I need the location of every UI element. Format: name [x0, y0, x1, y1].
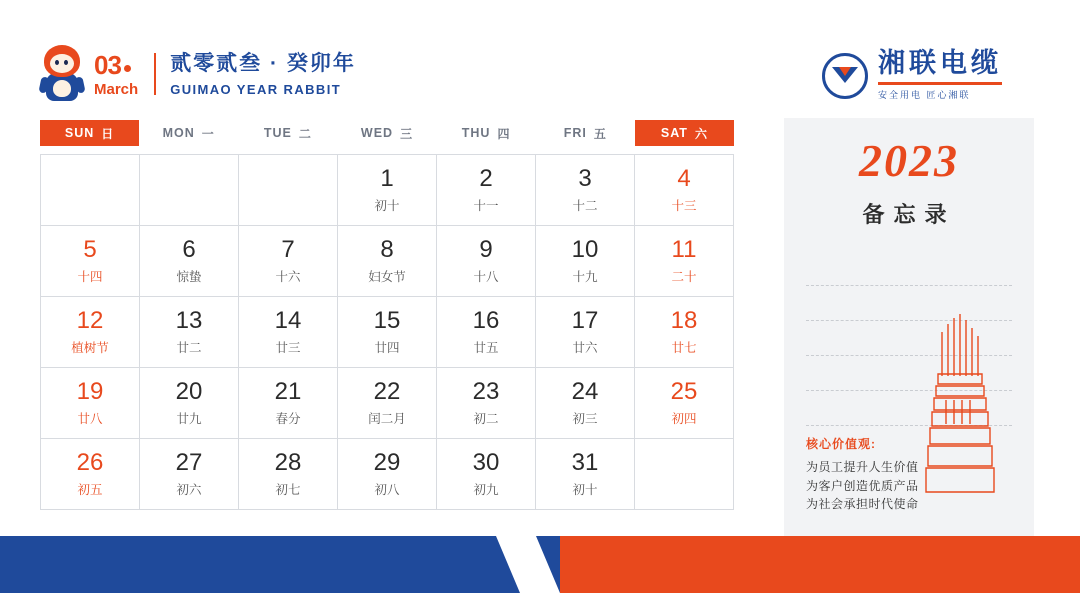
day-number: 16 — [472, 306, 500, 334]
lunar-label: 廿二 — [176, 341, 202, 356]
lunar-label: 初七 — [275, 483, 301, 498]
day-number: 27 — [175, 448, 203, 476]
day-number: 26 — [76, 448, 104, 476]
day-number: 30 — [472, 448, 500, 476]
calendar-day-cell[interactable] — [41, 297, 140, 368]
calendar-cell-empty — [140, 155, 239, 226]
weekday-label-en: SUN — [64, 126, 95, 140]
day-number: 11 — [671, 235, 697, 263]
calendar-day-cell[interactable] — [140, 368, 239, 439]
brand-slogan: 安全用电 匠心湘联 — [878, 90, 971, 100]
day-number: 2 — [479, 164, 493, 192]
day-number: 31 — [571, 448, 599, 476]
day-number: 28 — [274, 448, 302, 476]
calendar-day-cell[interactable] — [239, 226, 338, 297]
calendar-day-cell[interactable] — [239, 368, 338, 439]
calendar-day-cell[interactable] — [140, 226, 239, 297]
lunar-label: 初二 — [473, 412, 499, 427]
lunar-label: 十三 — [671, 199, 697, 214]
calendar-cell-empty — [239, 155, 338, 226]
weekday-label-en: MON — [162, 126, 195, 140]
weekday-label-cn: 四 — [497, 126, 511, 141]
weekday-tue — [238, 120, 337, 146]
core-value-line: 为员工提升人生价值 — [806, 460, 919, 475]
rabbit-mascot-icon — [40, 45, 84, 103]
calendar-day-cell[interactable] — [338, 155, 437, 226]
weekday-label-cn: 五 — [593, 126, 607, 141]
month-dot-icon — [124, 65, 131, 72]
lunar-label: 初五 — [77, 483, 103, 498]
calendar-header — [40, 42, 356, 106]
day-number: 8 — [380, 235, 394, 263]
calendar-day-cell[interactable] — [536, 155, 635, 226]
calendar-day-cell[interactable] — [239, 439, 338, 510]
weekday-label-cn: 六 — [694, 126, 708, 141]
calendar-day-cell[interactable] — [635, 368, 734, 439]
calendar-day-cell[interactable] — [635, 226, 734, 297]
weekday-fri — [536, 120, 635, 146]
lunar-label: 十六 — [275, 270, 301, 285]
calendar-day-cell[interactable] — [437, 226, 536, 297]
core-value-line: 为客户创造优质产品 — [806, 478, 919, 493]
day-number: 9 — [479, 235, 493, 263]
day-number: 25 — [670, 377, 698, 405]
footer-bar — [0, 536, 1080, 593]
lunar-label: 初九 — [473, 483, 499, 498]
lunar-label: 初八 — [374, 483, 400, 498]
month-name: March — [94, 80, 139, 98]
lunar-label: 廿七 — [671, 341, 697, 356]
day-number: 15 — [373, 306, 401, 334]
calendar-day-cell[interactable] — [338, 439, 437, 510]
weekday-label-en: THU — [461, 126, 491, 140]
lunar-label: 初三 — [572, 412, 598, 427]
lunar-label: 植树节 — [71, 341, 109, 356]
calendar-cell-empty — [635, 439, 734, 510]
core-values-title: 核心价值观: — [806, 437, 876, 452]
day-number: 6 — [182, 235, 196, 263]
calendar-day-cell[interactable] — [140, 439, 239, 510]
weekday-label-cn: 二 — [298, 126, 312, 141]
calendar-day-cell[interactable] — [437, 368, 536, 439]
year-title-en: GUIMAO YEAR RABBIT — [170, 81, 342, 97]
calendar-day-cell[interactable] — [635, 297, 734, 368]
calendar-day-cell[interactable] — [41, 226, 140, 297]
lunar-label: 廿六 — [572, 341, 598, 356]
brand-logo — [822, 50, 1002, 101]
core-value-line: 为社会承担时代使命 — [806, 497, 919, 512]
weekday-label-en: WED — [360, 126, 394, 140]
weekday-sun — [40, 120, 139, 146]
lunar-label: 惊蛰 — [176, 270, 202, 285]
day-number: 1 — [380, 164, 394, 192]
memo-year: 2023 — [859, 135, 959, 186]
lunar-label: 廿四 — [374, 341, 400, 356]
day-number: 22 — [373, 377, 401, 405]
lunar-label: 二十 — [671, 270, 697, 285]
calendar-day-cell[interactable] — [437, 297, 536, 368]
weekday-label-en: TUE — [263, 126, 292, 140]
lunar-label: 十八 — [473, 270, 499, 285]
memo-title: 备忘录 — [862, 202, 956, 227]
day-number: 18 — [670, 306, 698, 334]
weekday-thu — [437, 120, 536, 146]
calendar-day-cell[interactable] — [338, 226, 437, 297]
cable-illustration-icon — [912, 304, 1008, 494]
day-number: 19 — [76, 377, 104, 405]
calendar-day-cell[interactable] — [338, 368, 437, 439]
lunar-label: 初六 — [176, 483, 202, 498]
memo-note-line[interactable] — [806, 251, 1012, 286]
calendar-day-cell[interactable] — [140, 297, 239, 368]
calendar-day-cell[interactable] — [536, 297, 635, 368]
lunar-label: 十一 — [473, 199, 499, 214]
weekday-label-cn: 日 — [101, 126, 115, 141]
day-number: 20 — [175, 377, 203, 405]
lunar-label: 初十 — [572, 483, 598, 498]
header-divider — [154, 53, 156, 95]
weekday-label-cn: 三 — [400, 126, 414, 141]
calendar-day-cell[interactable] — [239, 297, 338, 368]
day-number: 3 — [578, 164, 592, 192]
lunar-label: 初四 — [671, 412, 697, 427]
day-number: 12 — [76, 306, 104, 334]
calendar-day-cell[interactable] — [536, 439, 635, 510]
lunar-label: 闰二月 — [368, 412, 406, 427]
year-title-cn: 贰零贰叁 · 癸卯年 — [170, 52, 356, 76]
footer-blue-band — [0, 536, 560, 593]
day-number: 5 — [83, 235, 97, 263]
calendar-day-cell[interactable] — [41, 368, 140, 439]
lunar-label: 廿五 — [473, 341, 499, 356]
day-number: 13 — [175, 306, 203, 334]
month-block — [94, 49, 139, 98]
brand-name: 湘联电缆 — [878, 48, 1002, 78]
lunar-label: 十九 — [572, 270, 598, 285]
calendar-day-cell[interactable] — [41, 439, 140, 510]
day-number: 23 — [472, 377, 500, 405]
weekday-label-en: SAT — [660, 126, 688, 140]
day-number: 17 — [571, 306, 599, 334]
day-number: 7 — [281, 235, 295, 263]
calendar-day-cell[interactable] — [536, 226, 635, 297]
month-number: 03 — [94, 49, 121, 80]
day-number: 10 — [571, 235, 599, 263]
lunar-label: 廿八 — [77, 412, 103, 427]
calendar-day-cell[interactable] — [338, 297, 437, 368]
lunar-label: 廿三 — [275, 341, 301, 356]
calendar-cell-empty — [41, 155, 140, 226]
lunar-label: 妇女节 — [368, 270, 406, 285]
day-number: 4 — [677, 164, 691, 192]
weekday-wed — [337, 120, 436, 146]
memo-panel — [784, 118, 1034, 536]
calendar-grid — [40, 154, 734, 510]
calendar-day-cell[interactable] — [635, 155, 734, 226]
lunar-label: 十二 — [572, 199, 598, 214]
day-number: 21 — [274, 377, 302, 405]
brand-underline — [878, 82, 1002, 85]
core-values — [806, 435, 919, 514]
calendar-day-cell[interactable] — [437, 439, 536, 510]
lunar-label: 春分 — [275, 412, 301, 427]
lunar-label: 初十 — [374, 199, 400, 214]
day-number: 29 — [373, 448, 401, 476]
calendar-day-cell[interactable] — [437, 155, 536, 226]
calendar-day-cell[interactable] — [536, 368, 635, 439]
weekday-label-cn: 一 — [201, 126, 215, 141]
day-number: 14 — [274, 306, 302, 334]
calendar — [40, 120, 734, 510]
day-number: 24 — [571, 377, 599, 405]
weekday-mon — [139, 120, 238, 146]
weekday-label-en: FRI — [563, 126, 587, 140]
weekday-header — [40, 120, 734, 146]
lunar-label: 十四 — [77, 270, 103, 285]
xianglian-cable-logo-icon — [822, 53, 868, 99]
weekday-sat — [635, 120, 734, 146]
lunar-label: 廿九 — [176, 412, 202, 427]
